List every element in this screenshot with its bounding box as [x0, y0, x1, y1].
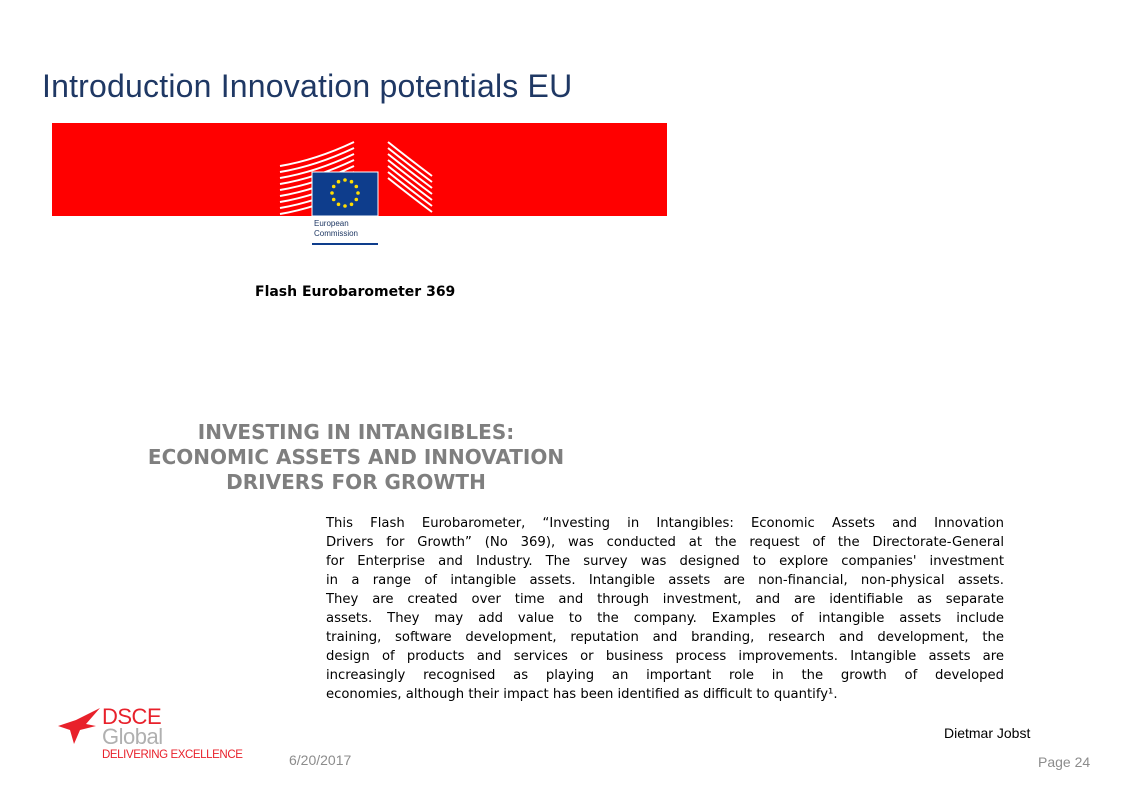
body-line: economies, although their impact has been identified as difficult to quantify¹. [326, 687, 838, 702]
body-line: in a range of intangible assets. Intangible assets are non-financial, non-physical assets. [326, 573, 1004, 588]
body-line: for Enterprise and Industry. The survey was designed to explore companies' investment [326, 554, 1004, 569]
footer-page-number: Page 24 [1038, 754, 1091, 770]
bird-logo-icon [56, 706, 102, 746]
heading-line: ECONOMIC ASSETS AND INNOVATION [147, 445, 565, 469]
logo-tagline: DELIVERING EXCELLENCE [102, 749, 243, 761]
body-line: training, software development, reputation and branding, research and development, the [326, 630, 1004, 645]
ec-org-line2: Commission [314, 229, 359, 238]
slide-title: Introduction Innovation potentials EU [42, 68, 573, 104]
body-line: increasingly recognised as playing an important role in the growth of developed [326, 668, 1004, 683]
body-line: Drivers for Growth” (No 369), was conducted at the request of the Directorate-General [326, 535, 1004, 550]
document-body [326, 514, 1004, 704]
ec-logo-underline [312, 243, 378, 245]
document-subtitle: Flash Eurobarometer 369 [255, 284, 456, 300]
body-line: assets. They may add value to the company. Examples of intangible assets include [326, 611, 1004, 626]
logo-name-line1: DSCE [102, 704, 162, 729]
ec-logo-text [314, 219, 358, 239]
body-line: This Flash Eurobarometer, “Investing in Intangibles: Economic Assets and Innovation [326, 516, 1004, 531]
heading-line: DRIVERS FOR GROWTH [226, 470, 486, 494]
body-line: design of products and services or business process improvements. Intangible assets are [326, 649, 1004, 664]
footer-date: 6/20/2017 [289, 752, 352, 768]
logo-name-line2: Global [102, 724, 163, 749]
footer-author: Dietmar Jobst [944, 725, 1031, 741]
heading-line: INVESTING IN INTANGIBLES: [197, 420, 515, 444]
document-heading [110, 420, 602, 495]
body-line: They are created over time and through investment, and are identifiable as separate [326, 592, 1004, 607]
dsce-global-logo [56, 704, 243, 766]
ec-org-line1: European [314, 219, 349, 228]
